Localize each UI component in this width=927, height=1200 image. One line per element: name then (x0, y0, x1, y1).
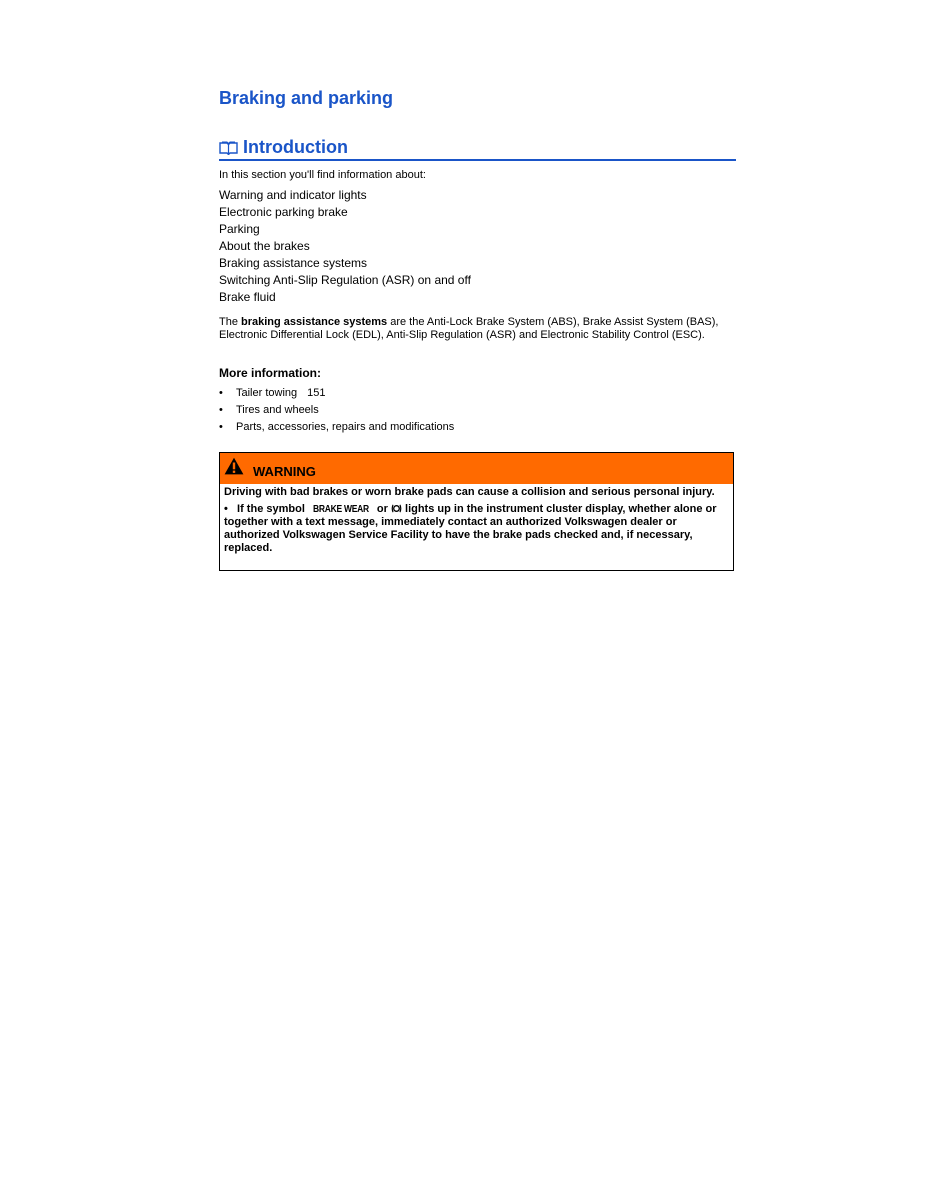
more-info-item[interactable] (219, 386, 454, 403)
warning-bullet-rest: lights up in the instrument cluster display, whether alone or together with a text message, immediately contact an authorized Volkswagen dealer or authorized Volkswagen Service Facility to have the brake pads checked and, if necessary, replaced. (224, 503, 717, 554)
more-info-label: Tailer towing (236, 387, 298, 399)
description-rest: are the Anti-Lock Brake System (ABS), Brake Assist System (BAS), Electronic Differential Lock (EDL), Anti-Slip Regulation (ASR) and Electronic Stability Control (ESC). (219, 316, 719, 341)
description-prefix: The (219, 316, 242, 328)
more-info-item[interactable] (219, 420, 454, 437)
warning-box (219, 452, 734, 571)
bullet-icon: • (219, 421, 223, 433)
page-reference[interactable]: 151 (307, 387, 326, 399)
warning-bullet-prefix: If the symbol (237, 503, 308, 515)
topic-item[interactable]: Braking assistance systems (219, 256, 368, 270)
warning-triangle-icon (224, 457, 244, 475)
brake-pad-icon (391, 504, 402, 513)
topic-item[interactable]: About the brakes (219, 239, 310, 253)
book-icon (219, 141, 238, 155)
topic-item[interactable]: Switching Anti-Slip Regulation (ASR) on and off (219, 273, 471, 287)
warning-bullet (224, 503, 729, 555)
warning-bullet-or: or (373, 503, 391, 515)
bullet-icon: • (219, 387, 223, 399)
bullet-icon: • (219, 404, 223, 416)
more-info-list (219, 386, 454, 437)
more-info-item[interactable] (219, 403, 454, 420)
topic-item[interactable]: Brake fluid (219, 290, 276, 304)
description-bold: braking assistance systems (241, 316, 388, 328)
chapter-title: Braking and parking (219, 88, 394, 108)
intro-text: In this section you'll find information about: (219, 169, 426, 181)
warning-label: WARNING (253, 464, 316, 479)
topic-list (219, 187, 471, 306)
section-header (219, 136, 736, 161)
more-info-label: Tires and wheels (236, 404, 319, 416)
bullet-icon: • (224, 503, 238, 515)
topic-item[interactable]: Parking (219, 222, 260, 236)
warning-header (220, 453, 733, 484)
topic-item[interactable]: Electronic parking brake (219, 205, 348, 219)
warning-lead: Driving with bad brakes or worn brake pads can cause a collision and serious personal injury. (224, 486, 715, 498)
more-info-label: Parts, accessories, repairs and modifications (236, 421, 455, 433)
brake-wear-symbol: BRAKE WEAR (312, 504, 369, 515)
warning-body (220, 484, 733, 555)
section-title: Introduction (243, 137, 348, 157)
more-info-heading: More information: (219, 366, 321, 380)
topic-item[interactable]: Warning and indicator lights (219, 188, 367, 202)
description-paragraph (219, 316, 731, 342)
